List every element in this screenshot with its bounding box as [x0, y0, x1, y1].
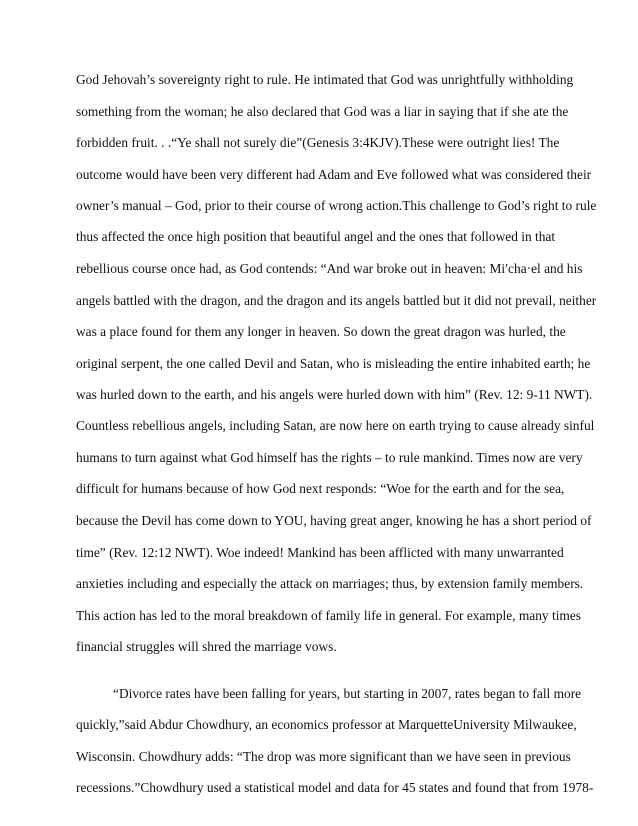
body-text-line: outcome would have been very different had Adam and Eve followed what was considered their [76, 167, 592, 182]
body-text-line: difficult for humans because of how God next responds: “Woe for the earth and for the sea, [76, 481, 565, 496]
body-text-line: angels battled with the dragon, and the dragon and its angels battled but it did not prevail, neither [76, 293, 597, 308]
body-text-line: God Jehovah’s sovereignty right to rule. He intimated that God was unrightfully withholding [76, 72, 574, 87]
body-text-line: Wisconsin. Chowdhury adds: “The drop was more significant than we have seen in previous [76, 749, 571, 764]
body-text-line: rebellious course once had, as God contends: “And war broke out in heaven: Mi′cha·el and his [76, 261, 583, 276]
body-text-line: recessions.”Chowdhury used a statistical model and data for 45 states and found that from 1978- [76, 780, 594, 795]
body-text-line: was hurled down to the earth, and his angels were hurled down with him” (Rev. 12: 9-11 NWT). [76, 387, 593, 402]
body-text-line: Countless rebellious angels, including Satan, are now here on earth trying to cause already sinful [76, 418, 595, 433]
body-text-line: original serpent, the one called Devil and Satan, who is misleading the entire inhabited earth; he [76, 356, 591, 371]
body-text-line: owner’s manual – God, prior to their course of wrong action.This challenge to God’s right to rule [76, 198, 597, 213]
body-text-line: anxieties including and especially the attack on marriages; thus, by extension family members. [76, 576, 584, 591]
body-text-line: thus affected the once high position that beautiful angel and the ones that followed in that [76, 229, 556, 244]
body-text-line: time” (Rev. 12:12 NWT). Woe indeed! Mankind has been afflicted with many unwarranted [76, 545, 564, 560]
body-text-line: because the Devil has come down to YOU, having great anger, knowing he has a short period of [76, 513, 592, 528]
body-text-line: This action has led to the moral breakdown of family life in general. For example, many times [76, 608, 581, 623]
body-text-line: financial struggles will shred the marriage vows. [76, 639, 337, 654]
body-text-line: “Divorce rates have been falling for years, but starting in 2007, rates began to fall more [113, 686, 582, 701]
body-text-line: was a place found for them any longer in heaven. So down the great dragon was hurled, the [76, 324, 566, 339]
body-text-line: forbidden fruit. . .“Ye shall not surely die”(Genesis 3:4KJV).These were outright lies! The [76, 135, 560, 150]
body-text-line: something from the woman; he also declared that God was a liar in saying that if she ate the [76, 104, 569, 119]
body-text-line: quickly,”said Abdur Chowdhury, an economics professor at MarquetteUniversity Milwaukee, [76, 717, 577, 732]
body-text-line: humans to turn against what God himself has the rights – to rule mankind. Times now are very [76, 450, 583, 465]
